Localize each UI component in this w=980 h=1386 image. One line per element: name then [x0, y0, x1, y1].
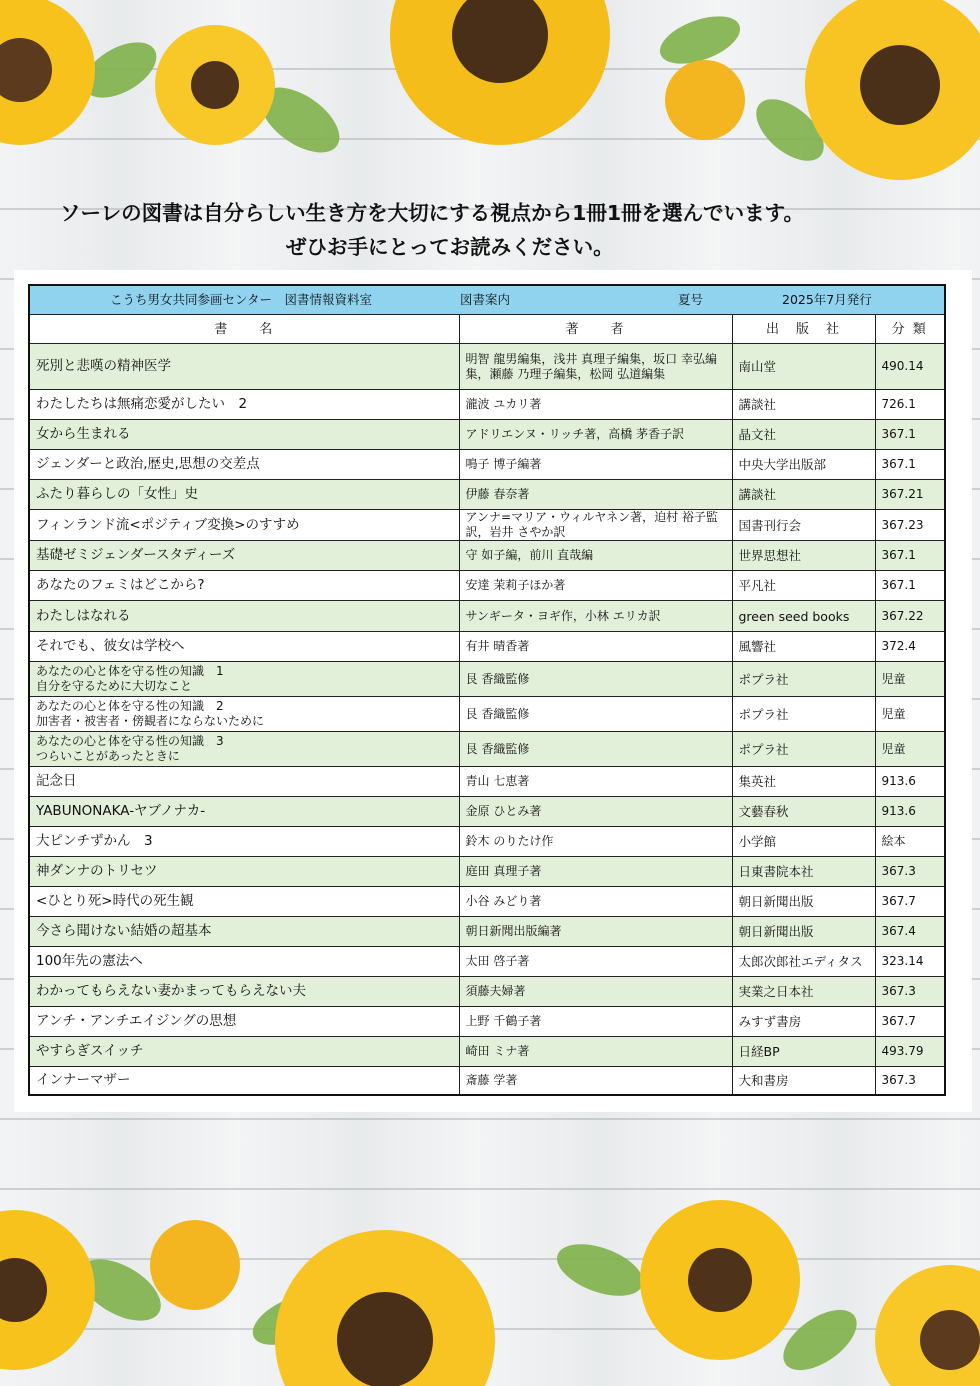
book-publisher: 朝日新聞出版 [732, 917, 875, 947]
book-classification: 367.3 [875, 857, 945, 887]
table-row [29, 632, 945, 662]
book-title-cell: 記念日 [29, 767, 459, 797]
book-classification: 367.7 [875, 1007, 945, 1037]
book-publisher: みすず書房 [732, 1007, 875, 1037]
book-classification: 児童 [875, 662, 945, 697]
book-author: 安達 茉莉子ほか著 [459, 571, 732, 601]
book-classification: 913.6 [875, 767, 945, 797]
table-row [29, 827, 945, 857]
table-row [29, 1037, 945, 1067]
book-title-cell [29, 732, 459, 767]
book-classification: 367.4 [875, 917, 945, 947]
intro-line-2: ぜひお手にとってお読みください。 [286, 235, 614, 259]
book-classification: 367.3 [875, 1067, 945, 1095]
table-row [29, 571, 945, 601]
table-row [29, 480, 945, 510]
book-title-cell: インナーマザー [29, 1067, 459, 1095]
table-row [29, 977, 945, 1007]
table-row [29, 390, 945, 420]
book-author: 鳴子 博子編著 [459, 450, 732, 480]
book-classification: 367.23 [875, 510, 945, 541]
book-title-cell: わたしたちは無痛恋愛がしたい 2 [29, 390, 459, 420]
book-publisher: 日東書院本社 [732, 857, 875, 887]
table-row [29, 732, 945, 767]
book-author: 明智 龍男編集，浅井 真理子編集，坂口 幸弘編集，瀬藤 乃理子編集，松岡 弘道編集 [459, 344, 732, 390]
book-author: 太田 啓子著 [459, 947, 732, 977]
table-row [29, 662, 945, 697]
table-row [29, 797, 945, 827]
banner-date: 2025年7月発行 [782, 292, 872, 307]
book-author: 瀧波 ユカリ著 [459, 390, 732, 420]
book-publisher: 平凡社 [732, 571, 875, 601]
book-title-cell: あなたのフェミはどこから? [29, 571, 459, 601]
table-header-row [29, 315, 945, 344]
book-classification: 367.21 [875, 480, 945, 510]
banner-center-name: こうち男女共同参画センター 図書情報資料室 [110, 292, 373, 307]
book-publisher: ポプラ社 [732, 662, 875, 697]
book-author: 朝日新聞出版編著 [459, 917, 732, 947]
book-author: アドリエンヌ・リッチ著，高橋 茅香子訳 [459, 420, 732, 450]
banner-guide: 図書案内 [460, 292, 511, 307]
book-author: 艮 香織監修 [459, 662, 732, 697]
book-author: 守 如子編，前川 直哉編 [459, 541, 732, 571]
banner-issue: 夏号 [678, 292, 704, 307]
book-author: 青山 七恵著 [459, 767, 732, 797]
book-subtitle: 自分を守るために大切なこと [36, 679, 193, 693]
book-publisher: 世界思想社 [732, 541, 875, 571]
book-title-cell: 今さら聞けない結婚の超基本 [29, 917, 459, 947]
book-author: 須藤夫婦著 [459, 977, 732, 1007]
book-publisher: 文藝春秋 [732, 797, 875, 827]
book-publisher: 講談社 [732, 480, 875, 510]
book-publisher: 小学館 [732, 827, 875, 857]
book-publisher: 風響社 [732, 632, 875, 662]
table-row [29, 1007, 945, 1037]
book-title-cell: わたしはなれる [29, 601, 459, 632]
book-classification: 児童 [875, 697, 945, 732]
book-author: 斎藤 学著 [459, 1067, 732, 1095]
sunflower-icon [0, 0, 980, 180]
table-row [29, 767, 945, 797]
book-author: 艮 香織監修 [459, 732, 732, 767]
table-row [29, 420, 945, 450]
table-row [29, 1067, 945, 1095]
sunflower-decoration-bottom [0, 1170, 980, 1386]
book-author: 有井 晴香著 [459, 632, 732, 662]
book-classification: 726.1 [875, 390, 945, 420]
header-title: 書 名 [29, 315, 459, 344]
book-classification: 絵本 [875, 827, 945, 857]
book-title: あなたの心と体を守る性の知識 3 [36, 734, 224, 748]
table-row [29, 344, 945, 390]
book-author: 小谷 みどり著 [459, 887, 732, 917]
book-author: 金原 ひとみ著 [459, 797, 732, 827]
sunflower-decoration-top [0, 0, 980, 200]
book-publisher: 大和書房 [732, 1067, 875, 1095]
book-author: 鈴木 のりたけ作 [459, 827, 732, 857]
book-publisher: 朝日新聞出版 [732, 887, 875, 917]
book-list-table [28, 284, 946, 1096]
intro-line-1: ソーレの図書は自分らしい生き方を大切にする視点から1冊1冊を選んでいます。 [60, 201, 804, 225]
book-classification: 913.6 [875, 797, 945, 827]
header-author: 著 者 [459, 315, 732, 344]
book-title-cell: 基礎ゼミジェンダースタディーズ [29, 541, 459, 571]
book-rows [29, 344, 945, 1095]
book-classification: 児童 [875, 732, 945, 767]
table-row [29, 510, 945, 541]
book-publisher: ポプラ社 [732, 732, 875, 767]
table-row [29, 450, 945, 480]
book-title-cell: それでも、彼女は学校へ [29, 632, 459, 662]
book-classification: 367.1 [875, 571, 945, 601]
book-author: アンナ=マリア・ウィルヤネン著，迫村 裕子監訳，岩井 さやか訳 [459, 510, 732, 541]
book-publisher: 国書刊行会 [732, 510, 875, 541]
book-title-cell: 大ピンチずかん 3 [29, 827, 459, 857]
book-classification: 367.1 [875, 420, 945, 450]
book-publisher: 中央大学出版部 [732, 450, 875, 480]
book-title: あなたの心と体を守る性の知識 2 [36, 699, 224, 713]
book-classification: 367.22 [875, 601, 945, 632]
book-title-cell: 100年先の憲法へ [29, 947, 459, 977]
book-classification: 367.1 [875, 450, 945, 480]
book-publisher: 晶文社 [732, 420, 875, 450]
table-row [29, 697, 945, 732]
book-author: 崎田 ミナ著 [459, 1037, 732, 1067]
book-classification: 367.1 [875, 541, 945, 571]
book-classification: 493.79 [875, 1037, 945, 1067]
table-row [29, 947, 945, 977]
book-author: 上野 千鶴子著 [459, 1007, 732, 1037]
book-title-cell: やすらぎスイッチ [29, 1037, 459, 1067]
book-author: サンギータ・ヨギ作，小林 エリカ訳 [459, 601, 732, 632]
header-publisher: 出 版 社 [732, 315, 875, 344]
book-publisher: 講談社 [732, 390, 875, 420]
book-classification: 490.14 [875, 344, 945, 390]
book-title-cell [29, 697, 459, 732]
book-title-cell [29, 662, 459, 697]
book-title-cell: 神ダンナのトリセツ [29, 857, 459, 887]
book-author: 伊藤 春奈著 [459, 480, 732, 510]
header-classification: 分 類 [875, 315, 945, 344]
book-publisher: 太郎次郎社エディタス [732, 947, 875, 977]
table-row [29, 541, 945, 571]
table-banner [29, 285, 945, 315]
book-publisher: 日経BP [732, 1037, 875, 1067]
book-classification: 323.14 [875, 947, 945, 977]
book-author: 庭田 真理子著 [459, 857, 732, 887]
book-subtitle: 加害者・被害者・傍観者にならないために [36, 714, 265, 728]
table-row [29, 917, 945, 947]
book-classification: 372.4 [875, 632, 945, 662]
book-author: 艮 香織監修 [459, 697, 732, 732]
book-subtitle: つらいことがあったときに [36, 749, 180, 763]
book-title-cell: ジェンダーと政治,歴史,思想の交差点 [29, 450, 459, 480]
table-row [29, 887, 945, 917]
book-title-cell: アンチ・アンチエイジングの思想 [29, 1007, 459, 1037]
book-classification: 367.7 [875, 887, 945, 917]
book-publisher: 集英社 [732, 767, 875, 797]
table-row [29, 601, 945, 632]
book-title-cell: ふたり暮らしの「女性」史 [29, 480, 459, 510]
book-title-cell: 死別と悲嘆の精神医学 [29, 344, 459, 390]
book-classification: 367.3 [875, 977, 945, 1007]
table-row [29, 857, 945, 887]
book-title-cell: フィンランド流<ポジティブ変換>のすすめ [29, 510, 459, 541]
book-title-cell: 女から生まれる [29, 420, 459, 450]
book-publisher: green seed books [732, 601, 875, 632]
book-publisher: ポプラ社 [732, 697, 875, 732]
book-title-cell: わかってもらえない妻かまってもらえない夫 [29, 977, 459, 1007]
book-title-cell: <ひとり死>時代の死生観 [29, 887, 459, 917]
book-publisher: 南山堂 [732, 344, 875, 390]
book-publisher: 実業之日本社 [732, 977, 875, 1007]
book-title: あなたの心と体を守る性の知識 1 [36, 664, 224, 678]
book-title-cell: YABUNONAKA-ヤブノナカ- [29, 797, 459, 827]
